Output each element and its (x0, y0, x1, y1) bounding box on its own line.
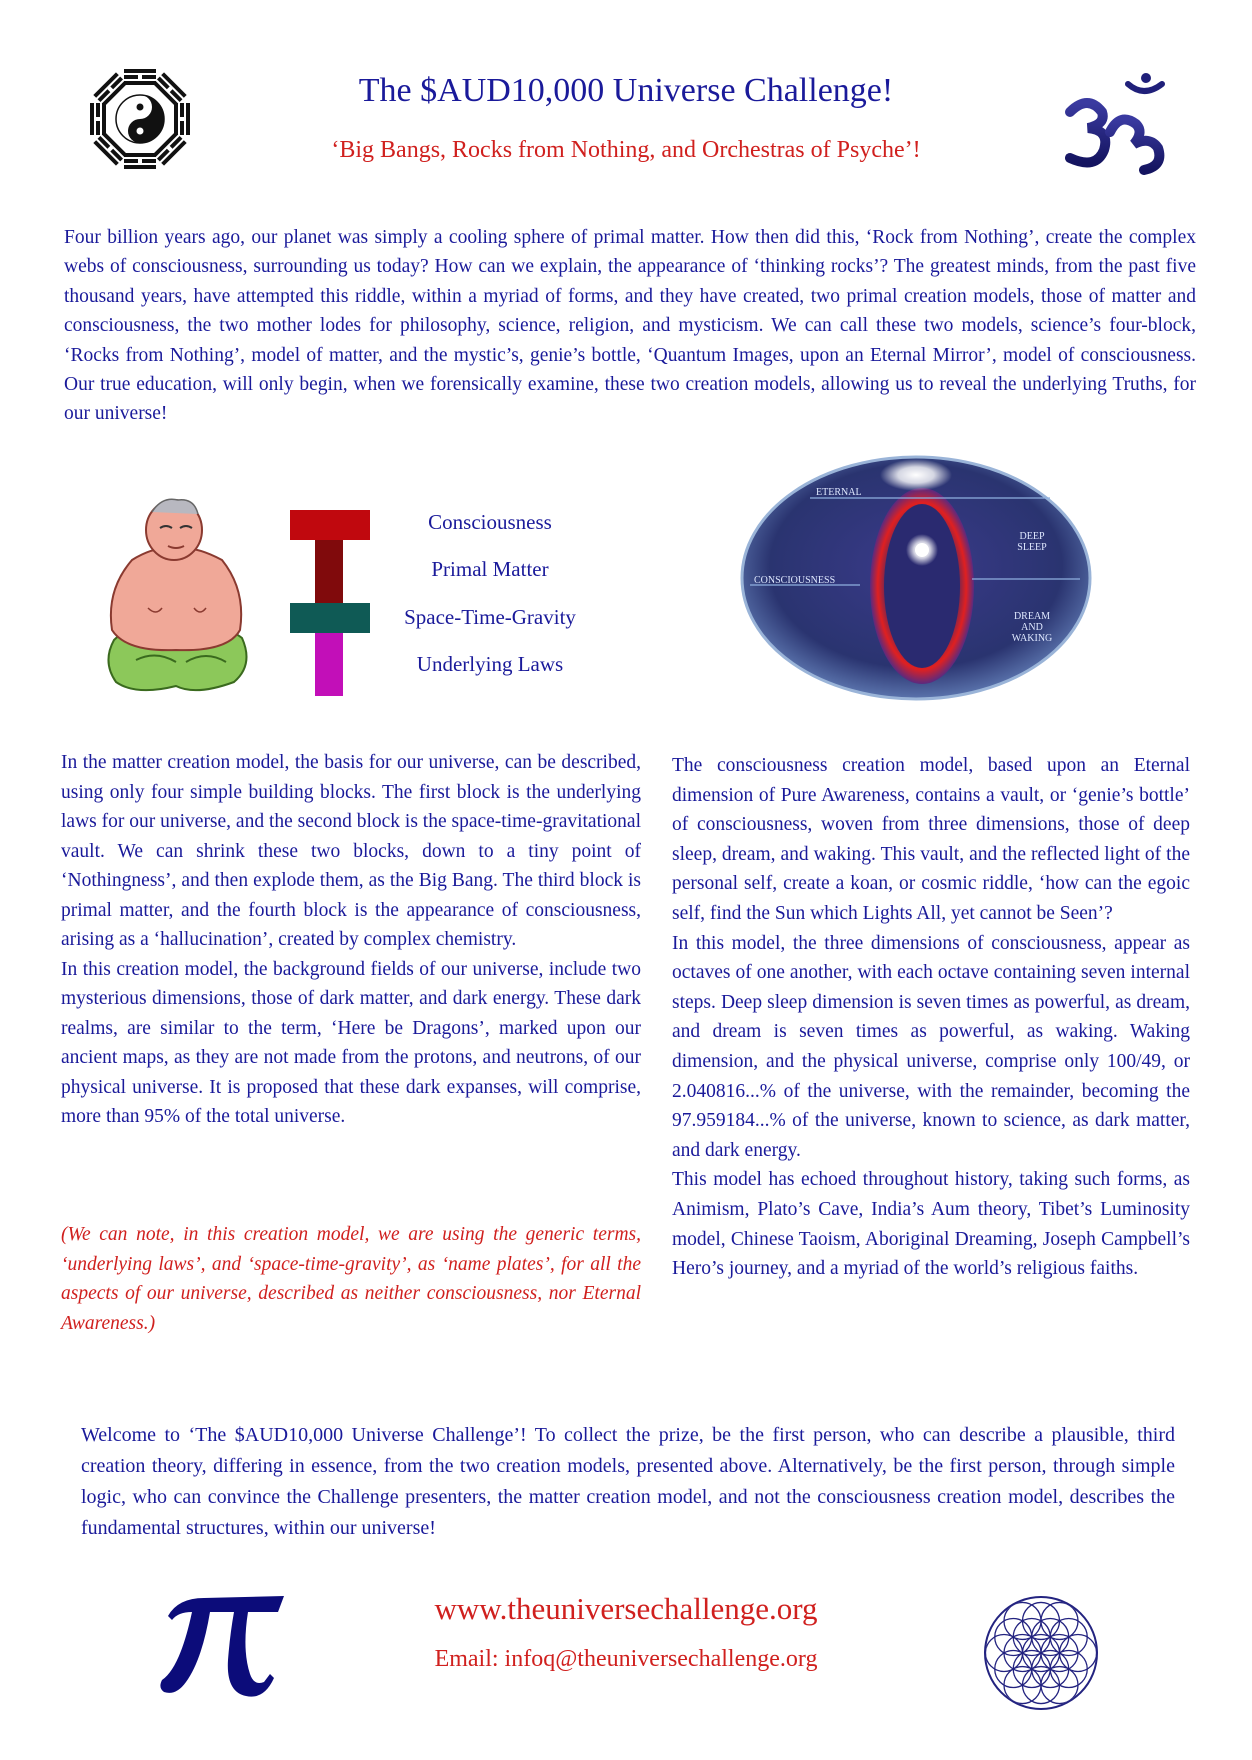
consciousness-paragraph-1: The consciousness creation model, based upon an Eternal dimension of Pure Awareness, contains a vault, or ‘genie’s bottle’ of consciousness, woven from three dimensions, those of deep sleep, dream, and waking. This vault, and the reflected light of the personal self, create a koan, or cosmic riddle, ‘how can the egoic self, find the Sun which Lights All, yet cannot be Seen’? (672, 755, 1190, 924)
matter-model-text (61, 748, 641, 1132)
diagram-label-dream-and-waking: DREAM AND WAKING (1011, 611, 1053, 644)
flower-petals (986, 1602, 1097, 1703)
diagram-label-consciousness: CONSCIOUSNESS (754, 575, 836, 586)
cartoon-figure-illustration (96, 490, 256, 700)
matter-model-labels (320, 506, 660, 696)
intro-paragraph: Four billion years ago, our planet was simply a cooling sphere of primal matter. How then did this, ‘Rock from Nothing’, create the complex webs of consciousness, surrounding us today? How can we explain, the appearance of ‘thinking rocks’? The greatest minds, from the past five thousand years, have attempted this riddle, within a myriad of forms, and they have created, two primal creation models, those of matter and consciousness, the two mother lodes for philosophy, science, religion, and mysticism. We can call these two models, science’s four-block, ‘Rocks from Nothing’, model of matter, and the mystic’s, genie’s bottle, ‘Quantum Images, upon an Eternal Mirror’, model of consciousness. Our true education, will only begin, when we forensically examine, these two creation models, allowing us to reveal the underlying Truths, for our universe! (64, 227, 1196, 425)
email-link[interactable]: Email: infoq@theuniversechallenge.org (434, 1646, 818, 1672)
consciousness-model-diagram (740, 455, 1092, 701)
matter-paragraph-2: In this creation model, the background fields of our universe, include two mysterious dimensions, those of dark matter, and dark energy. These dark realms, are similar to the term, ‘Here be Dragons’, marked upon our ancient maps, as they are not made from the protons, and neutrons, of our physical universe. It is proposed that these dark expanses, will comprise, more than 95% of the total universe. (61, 958, 641, 1127)
label-space-time-gravity: Space-Time-Gravity (404, 605, 576, 629)
label-primal-matter: Primal Matter (431, 557, 549, 581)
matter-model-note: (We can note, in this creation model, we are using the generic terms, ‘underlying laws’, and ‘space-time-gravity’, as ‘name plates’, for all the aspects of our universe, described as neither consciousness, nor Eternal Awareness.) (61, 1224, 641, 1334)
page-title: The $AUD10,000 Universe Challenge! (358, 72, 894, 109)
consciousness-model-text (672, 751, 1190, 1284)
diagram-label-deep-sleep: DEEP SLEEP (1017, 531, 1047, 553)
consciousness-paragraph-3: This model has echoed throughout history, taking such forms, as Animism, Plato’s Cave, India’s Aum theory, Tibet’s Luminosity model, Chinese Taoism, Aboriginal Dreaming, Joseph Campbell’s Hero’s journey, and a myriad of the world’s religious faiths. (672, 1169, 1190, 1280)
consciousness-paragraph-2: In this model, the three dimensions of consciousness, appear as octaves of one another, with each octave containing seven internal steps. Deep sleep dimension is seven times as powerful, as dream, and dream is seven times as powerful, as waking. Waking dimension, and the physical universe, comprise only 100/49, or 2.040816...% of the universe, with the remainder, becoming the 97.959184...% of the universe, known to science, as dark matter, and dark energy. (672, 932, 1190, 1161)
page-subtitle: ‘Big Bangs, Rocks from Nothing, and Orchestras of Psyche’! (331, 137, 921, 163)
website-link[interactable]: www.theuniversechallenge.org (434, 1591, 818, 1626)
welcome-paragraph: Welcome to ‘The $AUD10,000 Universe Challenge’! To collect the prize, be the first person, who can describe a plausible, third creation theory, differing in essence, from the two creation models, presented above. Alternatively, be the first person, through simple logic, who can convince the Challenge presenters, the matter creation model, and not the consciousness creation model, describes the fundamental structures, within our universe! (81, 1424, 1175, 1539)
label-underlying-laws: Underlying Laws (416, 652, 564, 676)
label-consciousness: Consciousness (428, 510, 552, 534)
diagram-label-eternal: ETERNAL (816, 487, 862, 498)
flower-of-life-icon (982, 1594, 1100, 1712)
matter-paragraph-1: In the matter creation model, the basis for our universe, can be described, using only four simple building blocks. The first block is the underlying laws for our universe, and the second block is the space-time-gravitational vault. We can shrink these two blocks, down to a tiny point of ‘Nothingness’, and then explode them, as the Big Bang. The third block is primal matter, and the fourth block is the appearance of consciousness, arising as a ‘hallucination’, created by complex chemistry. (61, 752, 641, 950)
